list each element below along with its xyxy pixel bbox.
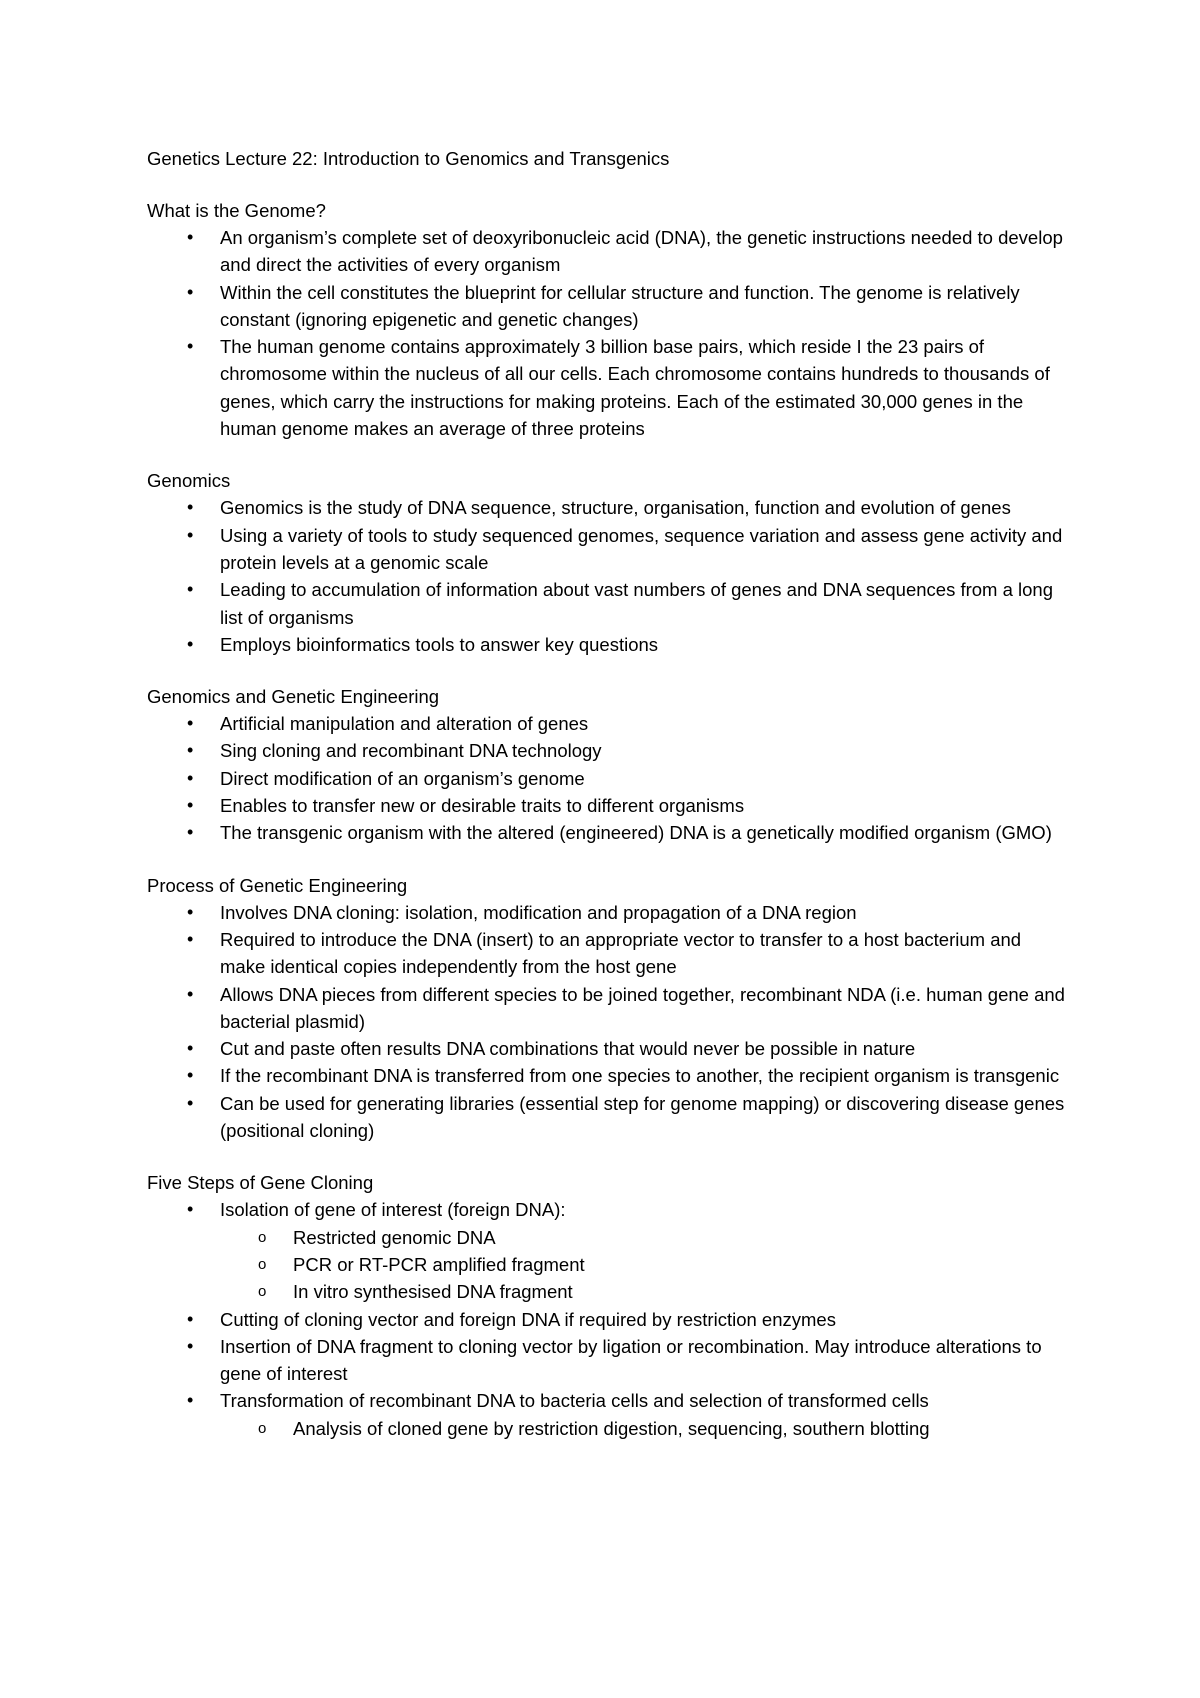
section-genomics-genetic-engineering (147, 684, 1067, 846)
bullet-item: • Can be used for generating libraries (essential step for genome mapping) or discovering disease genes (positional cloning) (147, 1090, 1067, 1145)
document-title: Genetics Lecture 22: Introduction to Genomics and Transgenics (147, 148, 670, 169)
bullet-item: • Direct modification of an organism’s genome (147, 765, 1067, 792)
section-five-steps-gene-cloning (147, 1170, 1067, 1442)
bullet-item: • The transgenic organism with the altered (engineered) DNA is a genetically modified organism (GMO) (147, 819, 1067, 846)
bullet-item (147, 1196, 1067, 1305)
bullet-item: • An organism’s complete set of deoxyribonucleic acid (DNA), the genetic instructions needed to develop and direct the activities of every organism (147, 224, 1067, 279)
bullet-list (147, 494, 1067, 658)
section-process-genetic-engineering (147, 873, 1067, 1145)
bullet-item: • Genomics is the study of DNA sequence, structure, organisation, function and evolution of genes (147, 494, 1067, 521)
bullet-item: • Allows DNA pieces from different species to be joined together, recombinant NDA (i.e. human gene and bacterial plasmid) (147, 981, 1067, 1036)
section-genomics (147, 468, 1067, 658)
bullet-text: Transformation of recombinant DNA to bacteria cells and selection of transformed cells (220, 1390, 929, 1412)
bullet-item: • If the recombinant DNA is transferred from one species to another, the recipient organism is transgenic (147, 1062, 1067, 1089)
bullet-item: • Within the cell constitutes the blueprint for cellular structure and function. The genome is relatively constant (ignoring epigenetic and genetic changes) (147, 279, 1067, 334)
section-heading: Five Steps of Gene Cloning (147, 1172, 374, 1194)
section-heading: Genomics (147, 470, 231, 492)
bullet-item: • Employs bioinformatics tools to answer key questions (147, 631, 1067, 658)
section-heading: Genomics and Genetic Engineering (147, 686, 440, 708)
bullet-item: • Sing cloning and recombinant DNA technology (147, 737, 1067, 764)
bullet-list (147, 899, 1067, 1145)
bullet-item (147, 1387, 1067, 1442)
bullet-item: • Insertion of DNA fragment to cloning vector by ligation or recombination. May introduce alterations to gene of interest (147, 1333, 1067, 1388)
bullet-list (147, 224, 1067, 442)
bullet-list (147, 710, 1067, 846)
sub-bullet-item: o Analysis of cloned gene by restriction digestion, sequencing, southern blotting (147, 1415, 1067, 1442)
section-heading: Process of Genetic Engineering (147, 874, 408, 896)
sub-bullet-list (220, 1415, 1067, 1442)
section-what-is-genome (147, 198, 1067, 442)
sub-bullet-item: o Restricted genomic DNA (147, 1224, 1067, 1251)
bullet-item: • Enables to transfer new or desirable traits to different organisms (147, 792, 1067, 819)
bullet-item: • Required to introduce the DNA (insert) to an appropriate vector to transfer to a host bacterium and make identical copies independently from the host gene (147, 926, 1067, 981)
bullet-list (147, 1196, 1067, 1442)
bullet-item: • Leading to accumulation of information about vast numbers of genes and DNA sequences from a long list of organisms (147, 576, 1067, 631)
bullet-item: • Cut and paste often results DNA combinations that would never be possible in nature (147, 1035, 1067, 1062)
bullet-item: • Using a variety of tools to study sequenced genomes, sequence variation and assess gene activity and protein levels at a genomic scale (147, 522, 1067, 577)
sub-bullet-item: o In vitro synthesised DNA fragment (147, 1278, 1067, 1305)
bullet-item: • Cutting of cloning vector and foreign DNA if required by restriction enzymes (147, 1306, 1067, 1333)
bullet-text: Isolation of gene of interest (foreign DNA): (220, 1199, 566, 1221)
sub-bullet-item: o PCR or RT-PCR amplified fragment (147, 1251, 1067, 1278)
sub-bullet-list (220, 1224, 1067, 1306)
bullet-item: • The human genome contains approximately 3 billion base pairs, which reside I the 23 pairs of chromosome within the nucleus of all our cells. Each chromosome contains hundreds to thousands of genes, which carry the instructions for making proteins. Each of the estimated 30,000 genes in the human genome makes an average of three proteins (147, 333, 1067, 442)
section-heading: What is the Genome? (147, 200, 326, 221)
document-page (147, 146, 1067, 1442)
bullet-item: • Involves DNA cloning: isolation, modification and propagation of a DNA region (147, 899, 1067, 926)
bullet-item: • Artificial manipulation and alteration of genes (147, 710, 1067, 737)
